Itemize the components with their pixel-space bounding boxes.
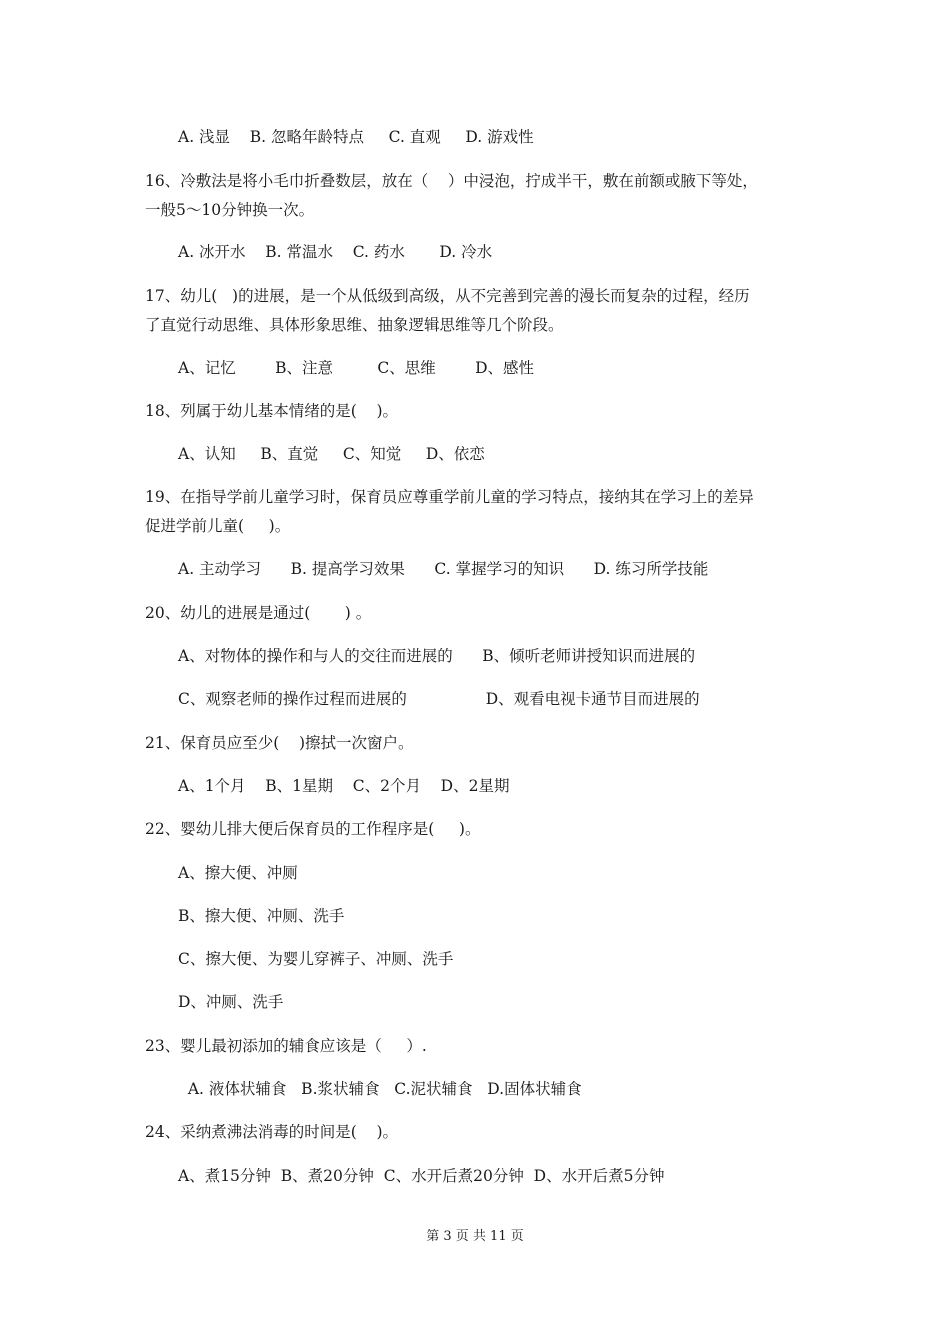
question-16-line-1: 16、冷敷法是将小毛巾折叠数层，放在（ ）中浸泡，拧成半干，敷在前额或腋下等处， xyxy=(145,172,758,190)
option-22-b: B、擦大便、冲厕、洗手 xyxy=(178,907,345,925)
options-17: A、记忆 B、注意 C、思维 D、感性 xyxy=(178,359,535,377)
options-24: A、煮15分钟 B、煮20分钟 C、水开后煮20分钟 D、水开后煮5分钟 xyxy=(178,1167,665,1185)
question-21: 21、保育员应至少( )擦拭一次窗户。 xyxy=(145,734,414,752)
option-22-c: C、擦大便、为婴儿穿裤子、冲厕、洗手 xyxy=(178,950,454,968)
options-20-row-2: C、观察老师的操作过程而进展的 D、观看电视卡通节目而进展的 xyxy=(178,690,700,708)
question-19-line-1: 19、在指导学前儿童学习时，保育员应尊重学前儿童的学习特点，接纳其在学习上的差异 xyxy=(145,488,754,506)
options-23: A. 液体状辅食 B.浆状辅食 C.泥状辅食 D.固体状辅食 xyxy=(178,1080,582,1098)
question-16-line-2: 一般5～10分钟换一次。 xyxy=(145,201,315,219)
question-17-line-1: 17、幼儿( )的进展，是一个从低级到高级，从不完善到完善的漫长而复杂的过程，经历 xyxy=(145,287,750,305)
options-18: A、认知 B、直觉 C、知觉 D、依恋 xyxy=(178,445,485,463)
question-19-line-2: 促进学前儿童( )。 xyxy=(145,517,291,535)
options-15: A. 浅显 B. 忽略年龄特点 C. 直观 D. 游戏性 xyxy=(178,128,534,146)
options-16: A. 冰开水 B. 常温水 C. 药水 D. 冷水 xyxy=(178,243,493,261)
question-17-line-2: 了直觉行动思维、具体形象思维、抽象逻辑思维等几个阶段。 xyxy=(145,316,564,334)
question-18: 18、列属于幼儿基本情绪的是( )。 xyxy=(145,402,399,420)
option-22-d: D、冲厕、洗手 xyxy=(178,993,284,1011)
question-20: 20、幼儿的进展是通过( ) 。 xyxy=(145,604,372,622)
question-23: 23、婴儿最初添加的辅食应该是（ ）. xyxy=(145,1037,427,1055)
question-22: 22、婴幼儿排大便后保育员的工作程序是( )。 xyxy=(145,820,481,838)
question-24: 24、采纳煮沸法消毒的时间是( )。 xyxy=(145,1123,399,1141)
options-21: A、1个月 B、1星期 C、2个月 D、2星期 xyxy=(178,777,510,795)
options-20-row-1: A、对物体的操作和与人的交往而进展的 B、倾听老师讲授知识而进展的 xyxy=(178,647,696,665)
options-19: A. 主动学习 B. 提高学习效果 C. 掌握学习的知识 D. 练习所学技能 xyxy=(178,560,709,578)
page-footer: 第 3 页 共 11 页 xyxy=(426,1229,524,1244)
option-22-a: A、擦大便、冲厕 xyxy=(178,864,298,882)
